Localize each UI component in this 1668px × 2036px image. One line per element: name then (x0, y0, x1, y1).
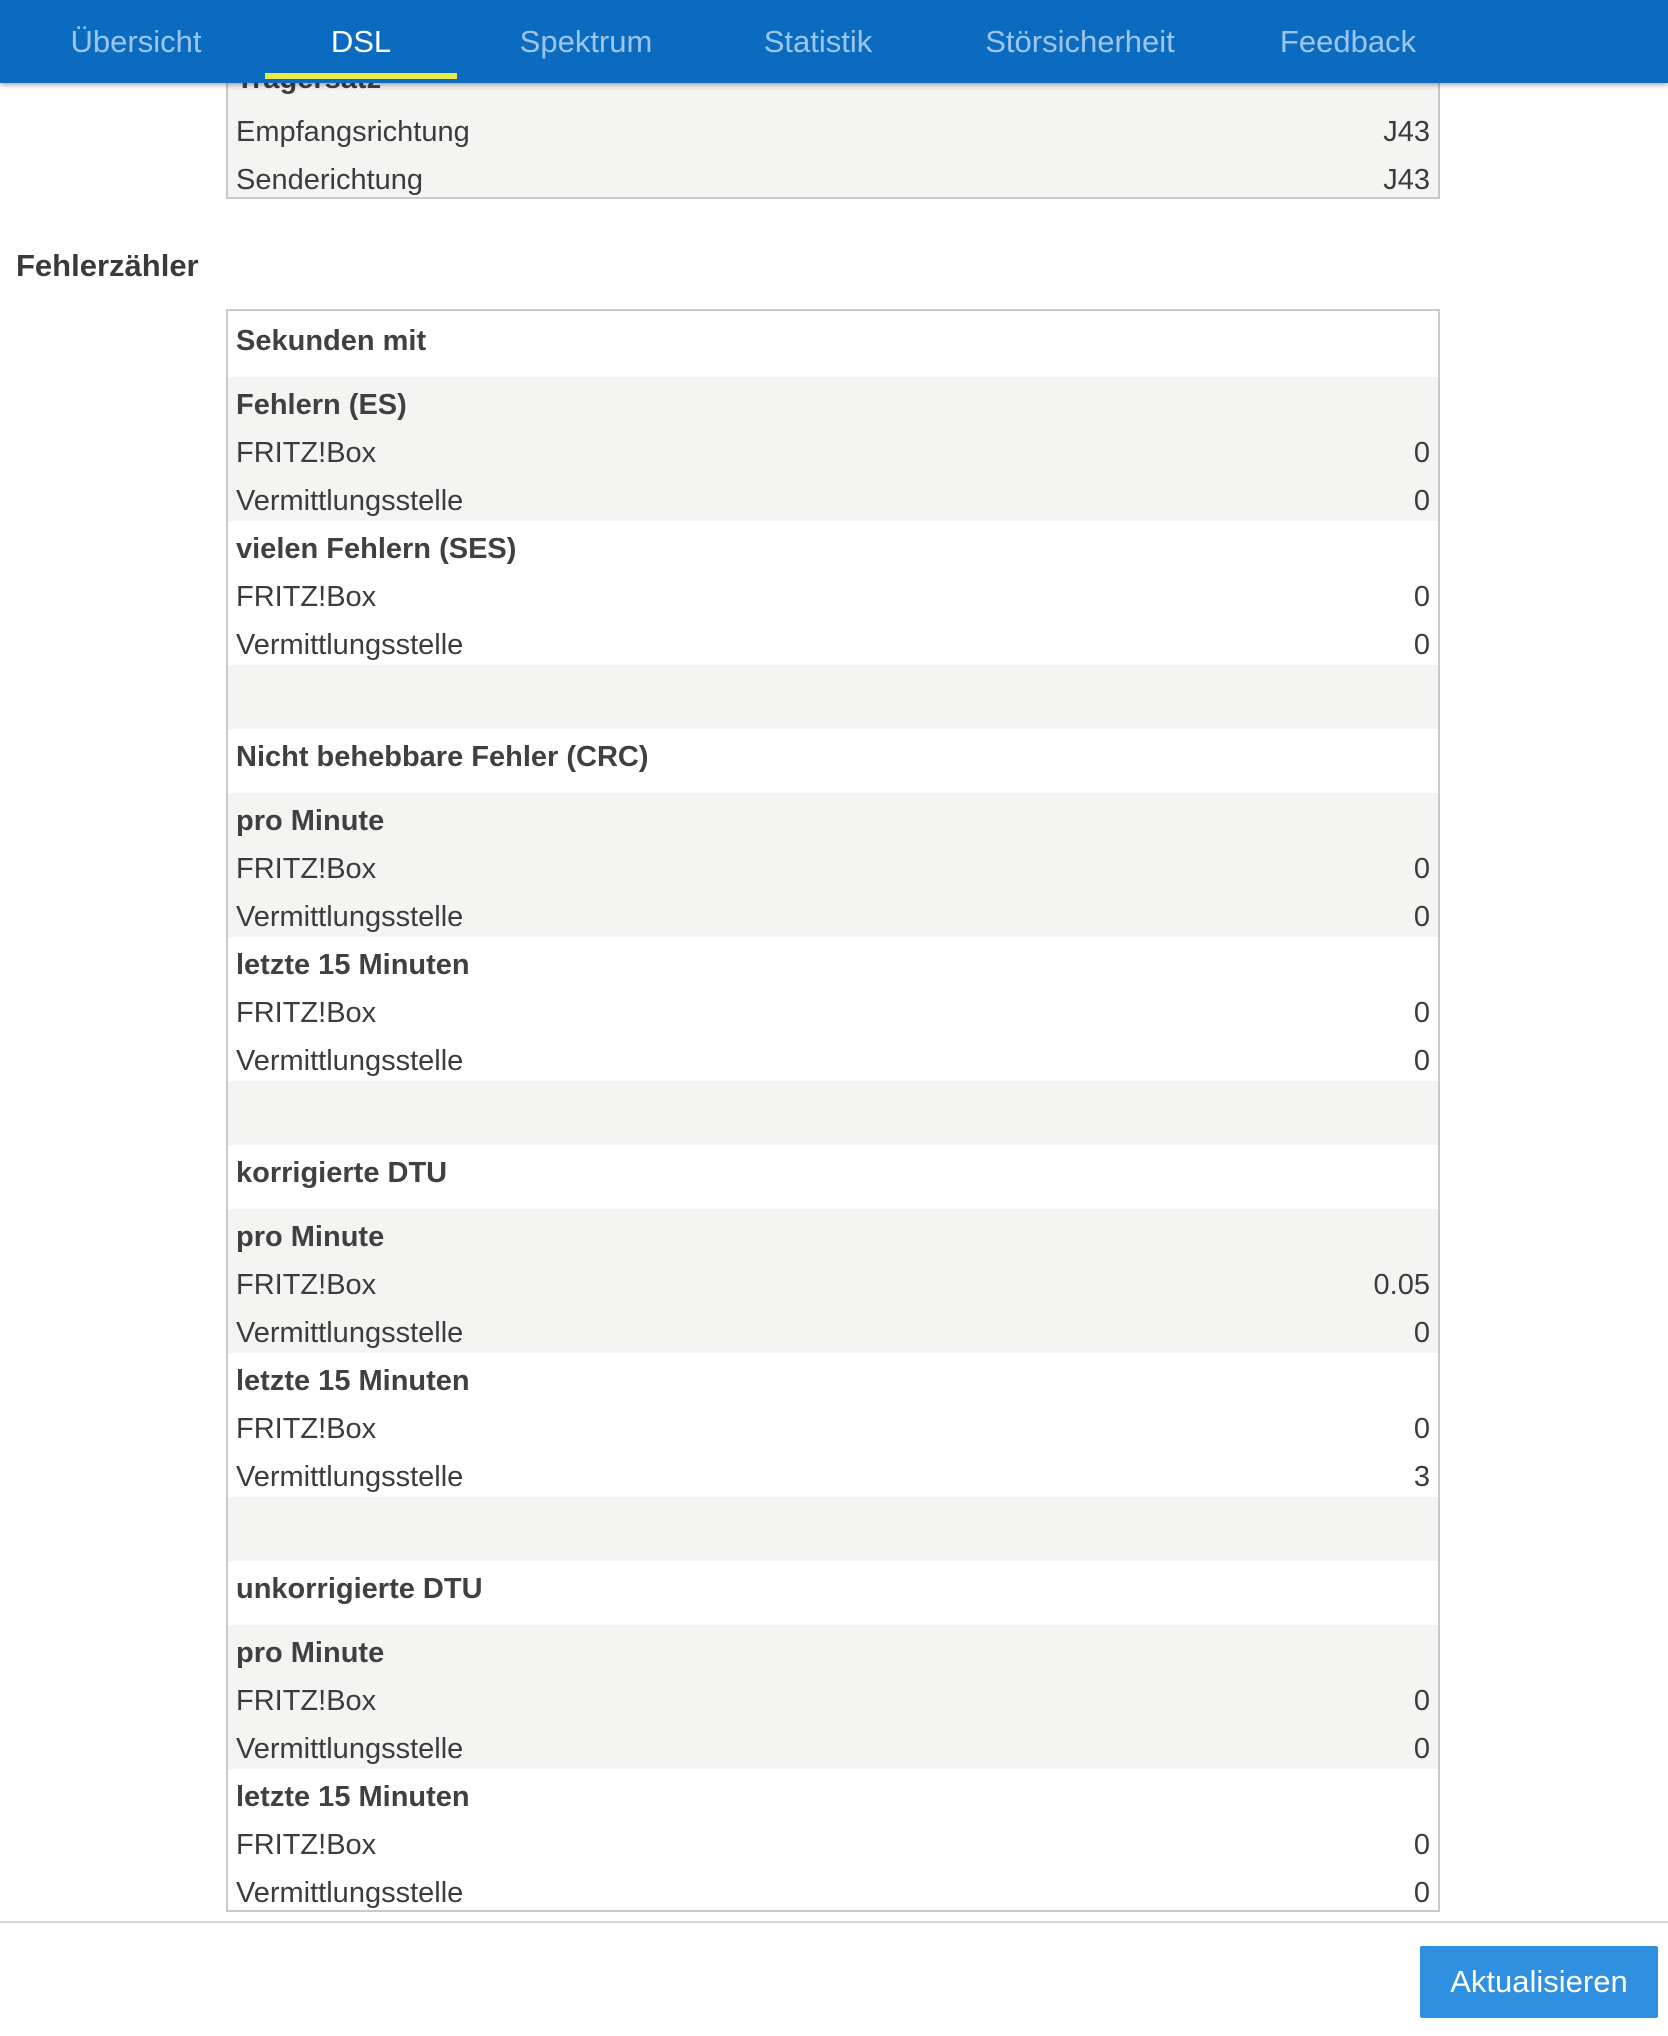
refresh-button[interactable]: Aktualisieren (1420, 1946, 1658, 2018)
tab-dsl[interactable] (265, 0, 457, 83)
footer-bar (0, 1921, 1668, 2036)
table-row: Vermittlungsstelle 0 (236, 1733, 1430, 1765)
tab-label: DSL (330, 24, 392, 59)
table-row: Vermittlungsstelle 3 (236, 1461, 1430, 1493)
row-background (228, 1497, 1438, 1561)
fehlerzaehler-table (226, 309, 1440, 1912)
table-row: Vermittlungsstelle 0 (236, 901, 1430, 933)
table-row: Senderichtung J43 (236, 164, 1430, 196)
tab-label: Übersicht (70, 24, 202, 59)
table-row: Vermittlungsstelle 0 (236, 485, 1430, 517)
table-row: FRITZ!Box 0 (236, 437, 1430, 469)
table-row: FRITZ!Box 0 (236, 997, 1430, 1029)
table-row: FRITZ!Box 0 (236, 853, 1430, 885)
tab-label: Störsicherheit (985, 24, 1175, 59)
active-tab-indicator (265, 73, 457, 79)
tab-statistik[interactable] (722, 0, 914, 83)
subgroup-header: pro Minute (236, 805, 385, 837)
tab-spektrum[interactable] (490, 0, 682, 83)
table-row: FRITZ!Box 0 (236, 1685, 1430, 1717)
subgroup-header: letzte 15 Minuten (236, 1781, 470, 1813)
table-row: FRITZ!Box 0.05 (236, 1269, 1430, 1301)
subgroup-header: letzte 15 Minuten (236, 949, 470, 981)
section-title-fehlerzaehler: Fehlerzähler (16, 248, 199, 283)
table-row: Vermittlungsstelle 0 (236, 1877, 1430, 1909)
table-row: Vermittlungsstelle 0 (236, 629, 1430, 661)
subgroup-header: pro Minute (236, 1637, 385, 1669)
row-background (228, 1081, 1438, 1145)
top-navigation (0, 0, 1668, 83)
subgroup-header: pro Minute (236, 1221, 385, 1253)
group-header: korrigierte DTU (236, 1157, 448, 1189)
tab-stoersicherheit[interactable] (960, 0, 1200, 83)
table-row: FRITZ!Box 0 (236, 1829, 1430, 1861)
group-header: Sekunden mit (236, 325, 427, 357)
table-row: Empfangsrichtung J43 (236, 116, 1430, 148)
tab-feedback[interactable] (1252, 0, 1444, 83)
row-background (228, 665, 1438, 729)
tab-uebersicht[interactable] (40, 0, 232, 83)
table-row: FRITZ!Box 0 (236, 581, 1430, 613)
table-row: Vermittlungsstelle 0 (236, 1317, 1430, 1349)
group-header: Nicht behebbare Fehler (CRC) (236, 741, 649, 773)
tab-label: Feedback (1279, 24, 1417, 59)
tab-label: Statistik (763, 24, 873, 59)
subgroup-header: vielen Fehlern (SES) (236, 533, 517, 565)
subgroup-header: letzte 15 Minuten (236, 1365, 470, 1397)
table-row: FRITZ!Box 0 (236, 1413, 1430, 1445)
group-header: unkorrigierte DTU (236, 1573, 483, 1605)
subgroup-header: Fehlern (ES) (236, 389, 407, 421)
table-row: Vermittlungsstelle 0 (236, 1045, 1430, 1077)
tab-label: Spektrum (519, 24, 653, 59)
